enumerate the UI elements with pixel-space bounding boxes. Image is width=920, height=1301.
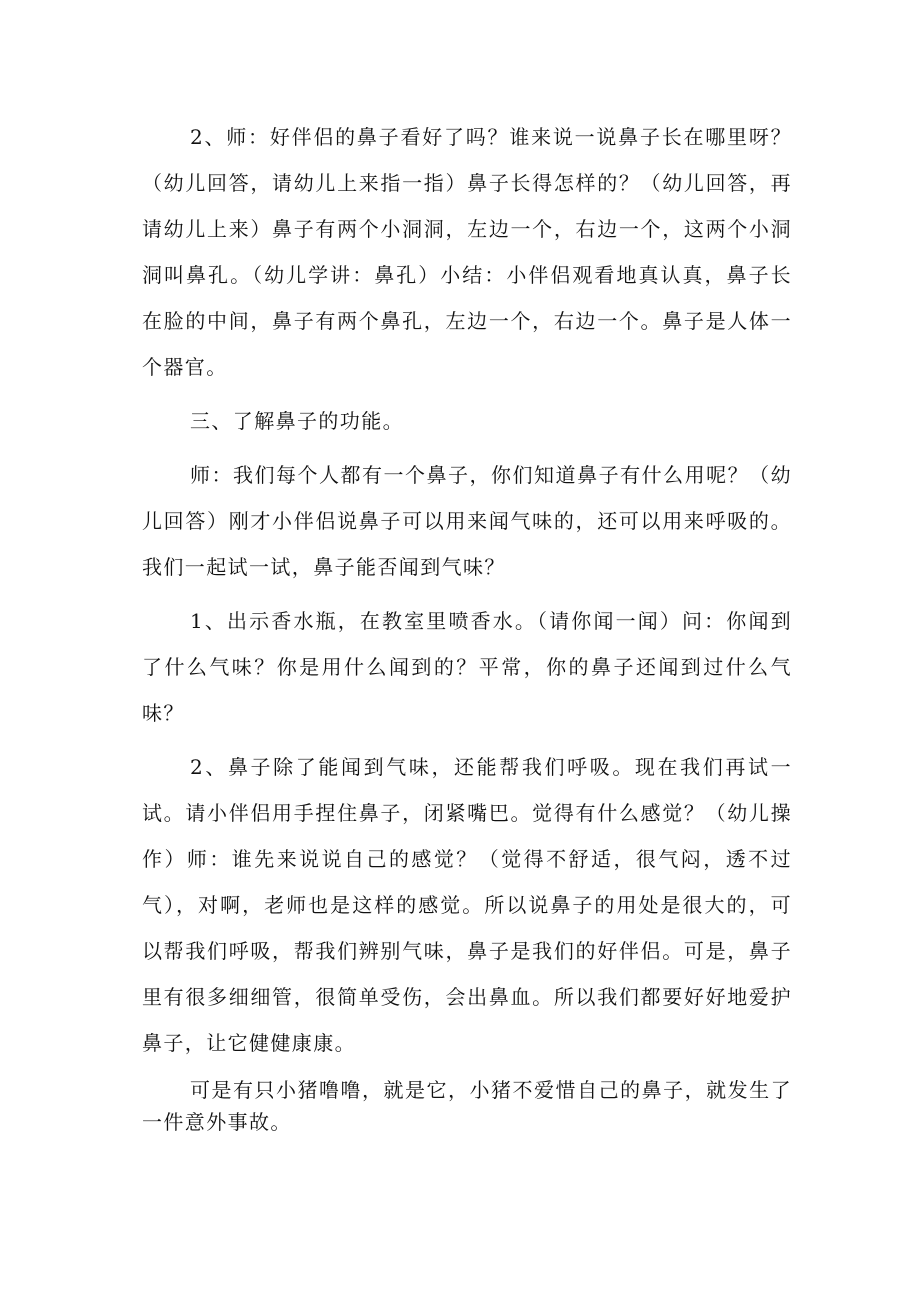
- paragraph-nose-uses-question: 师：我们每个人都有一个鼻子，你们知道鼻子有什么用呢？（幼儿回答）刚才小伴侣说鼻子可以用来闻气味的，还可以用来呼吸的。我们一起试一试，鼻子能否闻到气味？: [142, 463, 792, 579]
- section-heading-nose-function: 三、了解鼻子的功能。: [190, 409, 404, 433]
- document-body: [142, 114, 792, 1138]
- paragraph-nose-location: 2、师：好伴侣的鼻子看好了吗？谁来说一说鼻子长在哪里呀？（幼儿回答，请幼儿上来指一指）鼻子长得怎样的？（幼儿回答，再请幼儿上来）鼻子有两个小洞洞，左边一个，右边一个，这两个小洞洞叫鼻孔。（幼儿学讲：鼻孔）小结：小伴侣观看地真认真，鼻子长在脸的中间，鼻子有两个鼻孔，左边一个，右边一个。鼻子是人体一个器官。: [142, 125, 792, 379]
- paragraph-piglet-story: 可是有只小猪噜噜，就是它，小猪不爱惜自己的鼻子，就发生了一件意外事故。: [142, 1078, 792, 1134]
- paragraph-perfume-smell: 1、出示香水瓶，在教室里喷香水。（请你闻一闻）问：你闻到了什么气味？你是用什么闻到的？平常，你的鼻子还闻到过什么气味？: [142, 609, 792, 725]
- paragraph-breathing-test: 2、鼻子除了能闻到气味，还能帮我们呼吸。现在我们再试一试。请小伴侣用手捏住鼻子，闭紧嘴巴。觉得有什么感觉？（幼儿操作）师：谁先来说说自己的感觉？（觉得不舒适，很气闷，透不过气），对啊，老师也是这样的感觉。所以说鼻子的用处是很大的，可以帮我们呼吸，帮我们辨别气味，鼻子是我们的好伴侣。可是，鼻子里有很多细细管，很简单受伤，会出鼻血。所以我们都要好好地爱护鼻子，让它健健康康。: [142, 755, 792, 1055]
